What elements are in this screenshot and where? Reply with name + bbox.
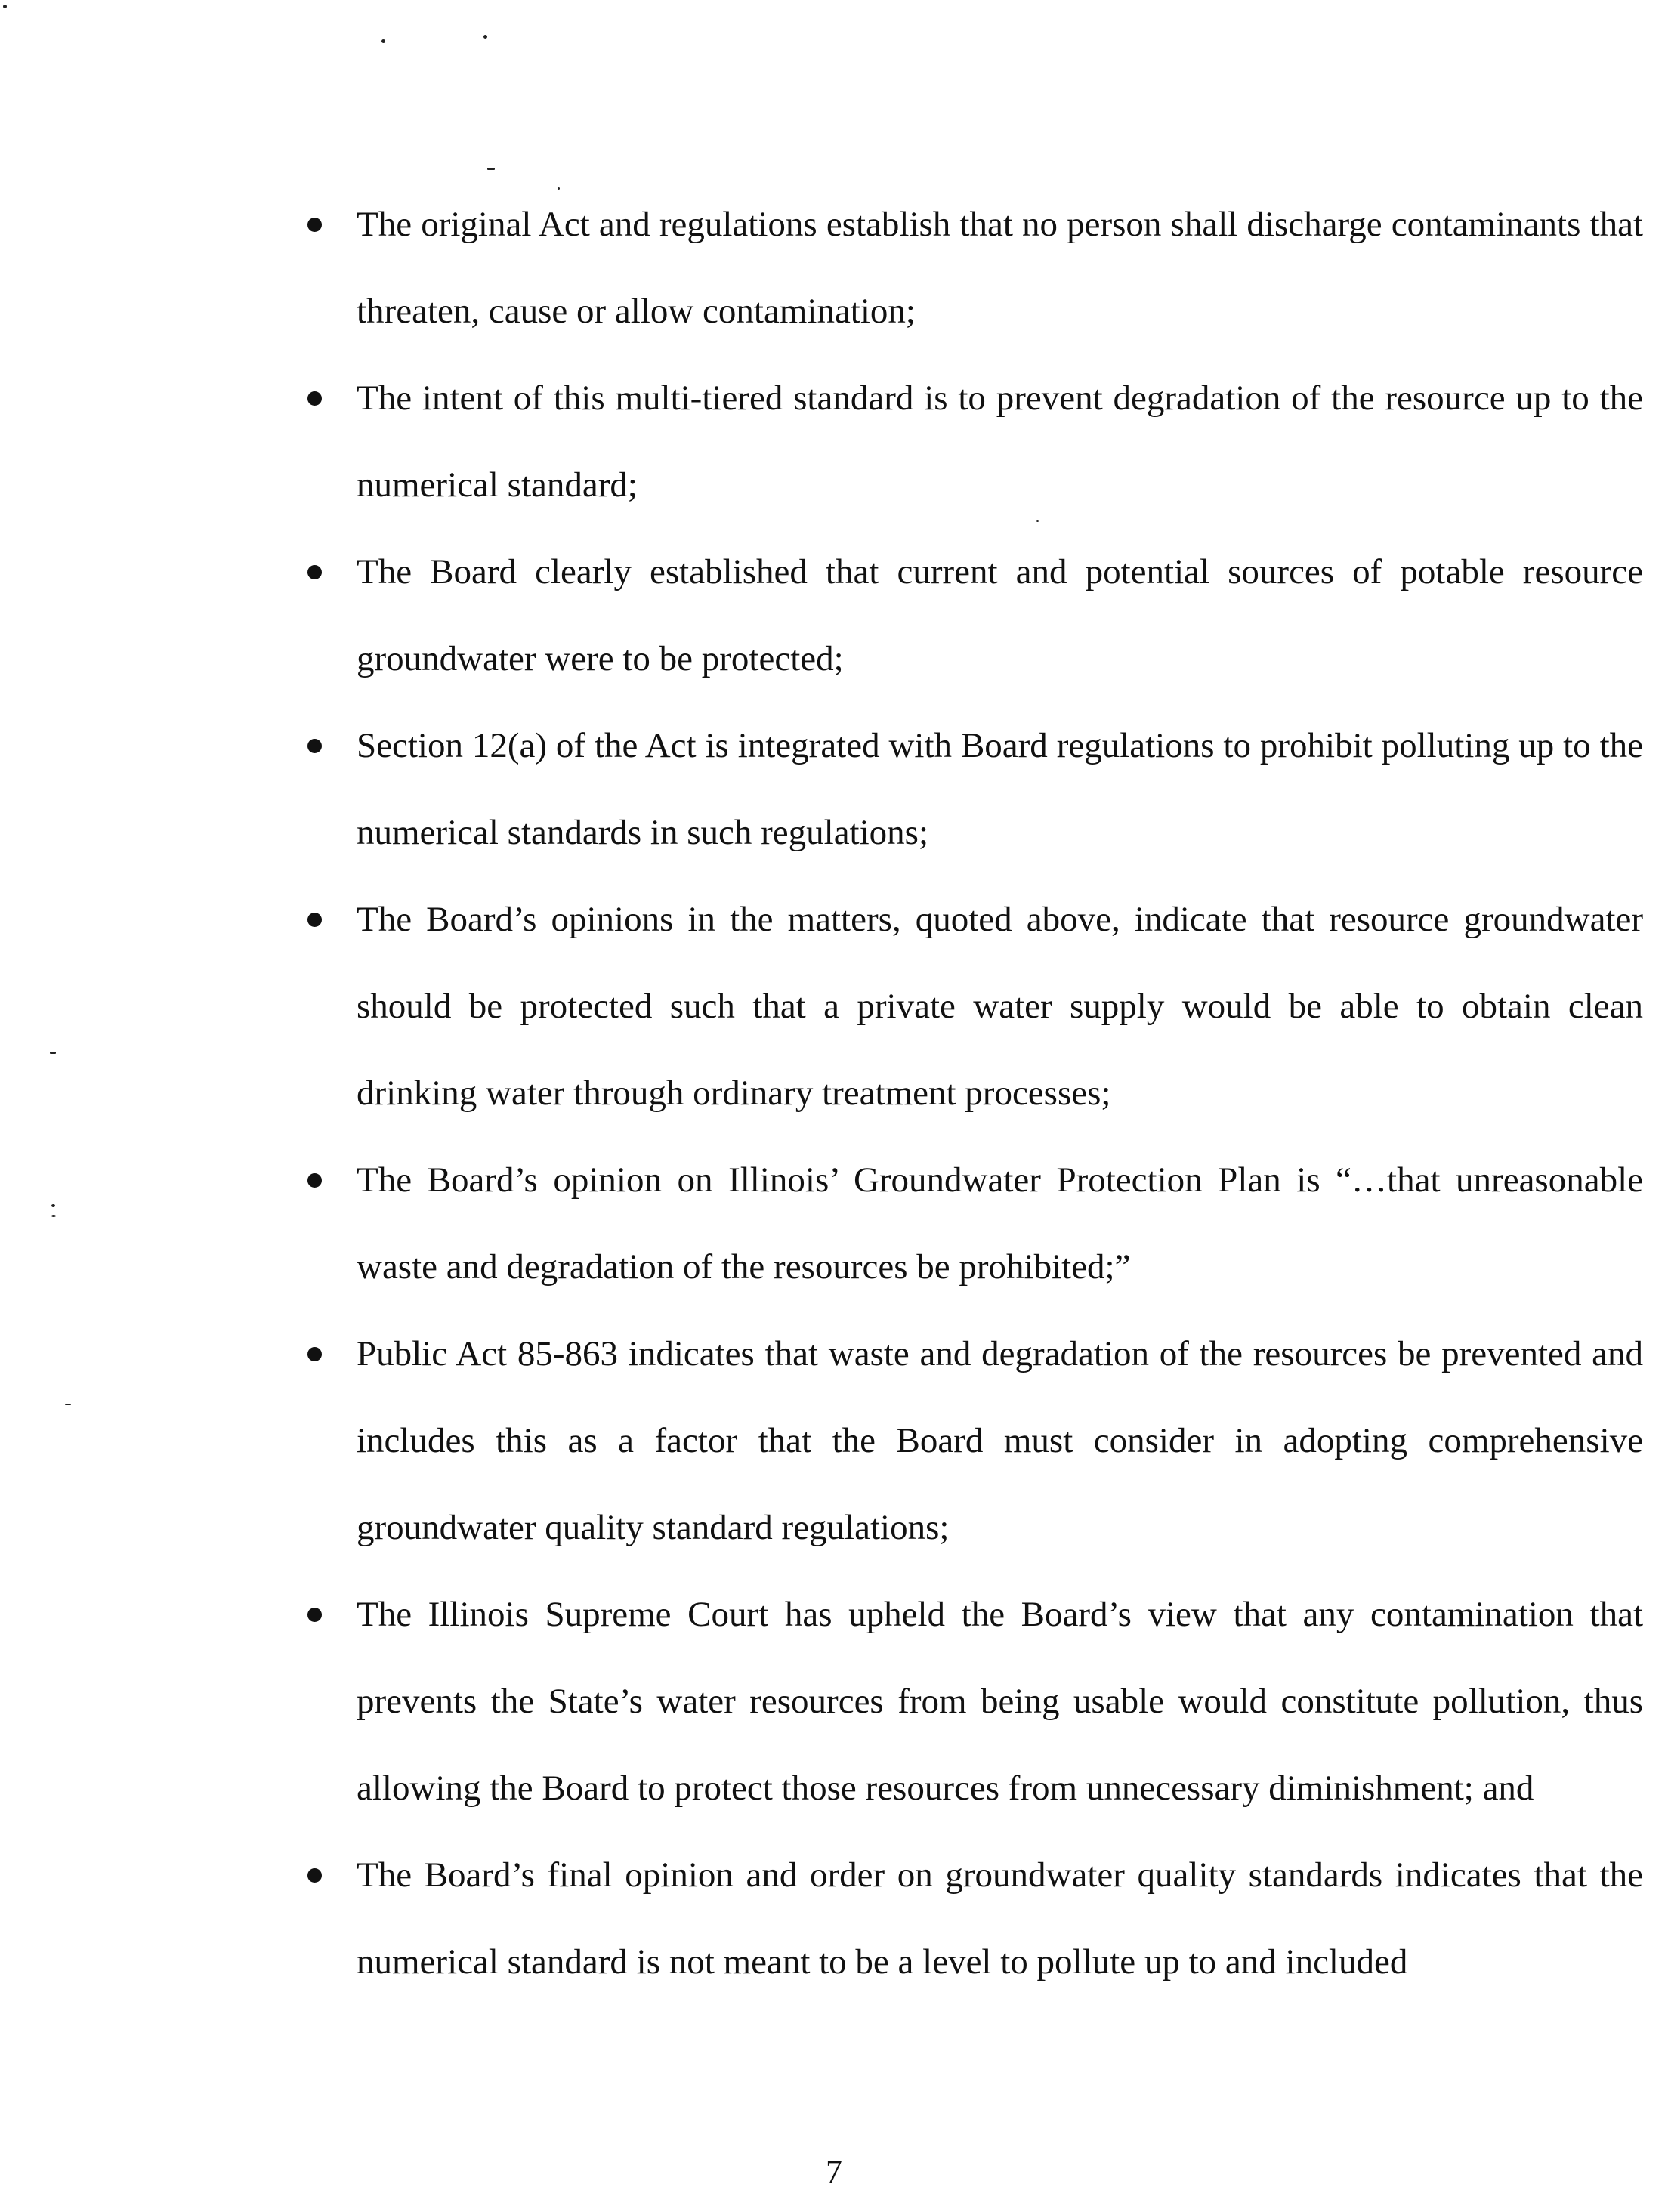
list-item [291, 703, 1643, 876]
bullet-icon [307, 218, 322, 232]
list-item [291, 1311, 1643, 1571]
scan-speck [483, 35, 487, 39]
bullet-text: Public Act 85-863 indicates that waste and degradation of the resources be prevented and includes this as a factor that the Board must consider in adopting comprehensive groundwater quality standard regulations; [357, 1334, 1643, 1547]
scan-speck [51, 1215, 56, 1217]
bullet-text: The intent of this multi-tiered standard is to prevent degradation of the resource up to the numerical standard; [357, 378, 1643, 505]
bullet-text: The Illinois Supreme Court has upheld the Board’s view that any contamination that prevents the State’s water resources from being usable would constitute pollution, thus allowing the Board to protect those resources from unnecessary diminishment; and [357, 1595, 1643, 1808]
list-item [291, 355, 1643, 529]
list-item [291, 1571, 1643, 1832]
scan-speck [50, 1052, 56, 1054]
scan-speck [51, 1204, 55, 1207]
bullet-icon [307, 1868, 322, 1883]
bullet-icon [307, 565, 322, 579]
bullet-text: The Board’s opinions in the matters, quoted above, indicate that resource groundwater should be protected such that a private water supply would be able to obtain clean drinking water through ordinary treatment processes; [357, 900, 1643, 1113]
bullet-icon [307, 913, 322, 927]
bullet-icon [307, 1347, 322, 1361]
list-item [291, 1137, 1643, 1311]
bullet-text: Section 12(a) of the Act is integrated with Board regulations to prohibit polluting up to the numerical standards in such regulations; [357, 726, 1643, 852]
bullet-list [291, 181, 1643, 2006]
bullet-text: The Board clearly established that current and potential sources of potable resource groundwater were to be protected; [357, 552, 1643, 678]
scan-speck [65, 1404, 71, 1405]
page-number: 7 [826, 2153, 842, 2190]
bullet-text: The Board’s final opinion and order on groundwater quality standards indicates that the numerical standard is not meant to be a level to pollute up to and included [357, 1855, 1643, 1982]
bullet-text: The original Act and regulations establish that no person shall discharge contaminants that threaten, cause or allow contamination; [357, 205, 1643, 331]
bullet-icon [307, 1173, 322, 1188]
bullet-icon [307, 739, 322, 753]
list-item [291, 181, 1643, 355]
bullet-text: The Board’s opinion on Illinois’ Groundwater Protection Plan is “…that unreasonable waste and degradation of the resources be prohibited;” [357, 1160, 1643, 1287]
bullet-icon [307, 391, 322, 406]
list-item [291, 1832, 1643, 2006]
scan-speck [3, 5, 7, 8]
list-item [291, 529, 1643, 703]
bullet-icon [307, 1608, 322, 1622]
scan-speck [381, 39, 385, 43]
list-item [291, 876, 1643, 1137]
scan-speck [487, 168, 495, 170]
